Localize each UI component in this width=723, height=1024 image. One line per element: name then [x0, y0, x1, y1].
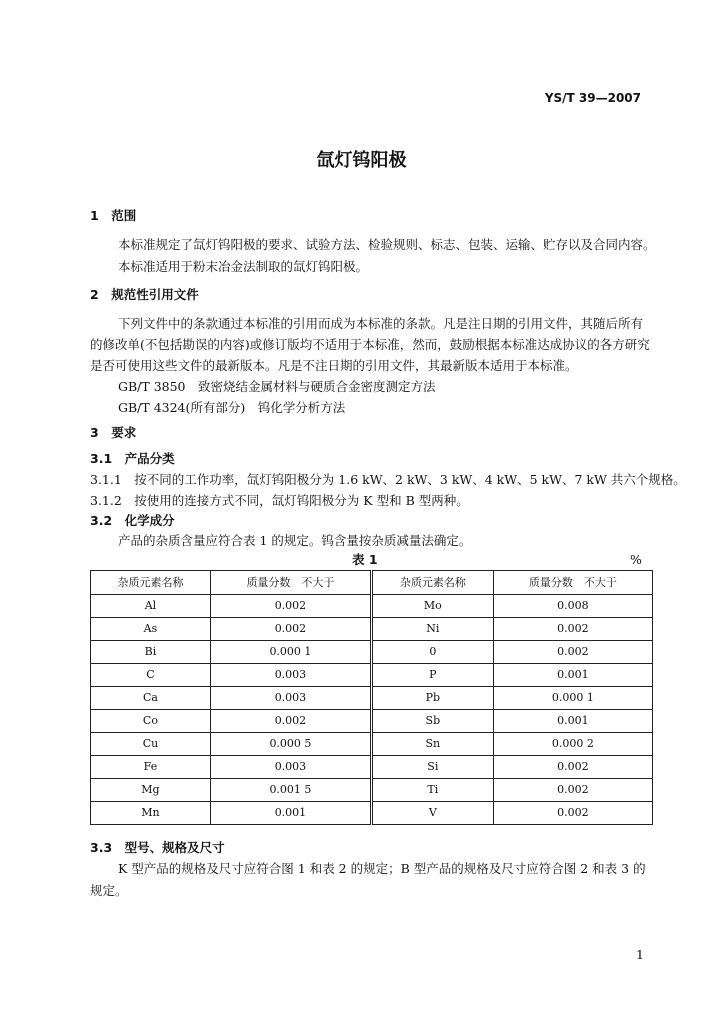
- table-row: [91, 641, 653, 664]
- mass-fraction-cell: 0.002: [210, 710, 371, 733]
- element-name-cell: Mn: [91, 802, 211, 825]
- element-name-cell: Pb: [371, 687, 493, 710]
- mass-fraction-cell: 0.002: [210, 618, 371, 641]
- mass-fraction-cell: 0.002: [493, 802, 652, 825]
- element-name-cell: Sn: [371, 733, 493, 756]
- mass-fraction-cell: 0.000 5: [210, 733, 371, 756]
- mass-fraction-cell: 0.001: [493, 664, 652, 687]
- subsection-heading: 3.3 型号、规格及尺寸: [90, 840, 225, 855]
- header-cell: 质量分数 不大于: [493, 571, 652, 595]
- table-caption: 表 1: [352, 552, 378, 567]
- page-number: 1: [636, 947, 644, 962]
- element-name-cell: V: [371, 802, 493, 825]
- section-heading: 1 范围: [90, 208, 137, 223]
- element-name-cell: Ni: [371, 618, 493, 641]
- mass-fraction-cell: 0.003: [210, 664, 371, 687]
- mass-fraction-cell: 0.000 1: [210, 641, 371, 664]
- paragraph: 本标准规定了氙灯钨阳极的要求、试验方法、检验规则、标志、包装、运输、贮存以及合同内容。: [118, 237, 656, 252]
- mass-fraction-cell: 0.000 2: [493, 733, 652, 756]
- element-name-cell: Bi: [91, 641, 211, 664]
- mass-fraction-cell: 0.001 5: [210, 779, 371, 802]
- paragraph: 产品的杂质含量应符合表 1 的规定。钨含量按杂质减量法确定。: [118, 533, 472, 548]
- table-row: [91, 710, 653, 733]
- paragraph: 的修改单(不包括勘误的内容)或修订版均不适用于本标准，然而，鼓励根据本标准达成协议的各方研究: [90, 337, 650, 352]
- mass-fraction-cell: 0.000 1: [493, 687, 652, 710]
- table-row: [91, 664, 653, 687]
- table-row: [91, 618, 653, 641]
- page-title: 氙灯钨阳极: [316, 150, 407, 171]
- subsection-heading: 3.2 化学成分: [90, 513, 175, 528]
- element-name-cell: C: [91, 664, 211, 687]
- element-name-cell: Si: [371, 756, 493, 779]
- header-cell: 杂质元素名称: [91, 571, 211, 595]
- mass-fraction-cell: 0.002: [210, 595, 371, 618]
- paragraph: 规定。: [90, 883, 128, 898]
- mass-fraction-cell: 0.008: [493, 595, 652, 618]
- table-row: [91, 687, 653, 710]
- subsection-heading: 3.1 产品分类: [90, 451, 175, 466]
- element-name-cell: Mg: [91, 779, 211, 802]
- paragraph: 是否可使用这些文件的最新版本。凡是不注日期的引用文件，其最新版本适用于本标准。: [90, 358, 578, 373]
- table-row: [91, 779, 653, 802]
- element-name-cell: Ti: [371, 779, 493, 802]
- mass-fraction-cell: 0.002: [493, 618, 652, 641]
- section-heading: 2 规范性引用文件: [90, 287, 199, 302]
- table-row: [91, 802, 653, 825]
- table-header-row: [91, 571, 653, 595]
- section-heading: 3 要求: [90, 425, 137, 440]
- paragraph: K 型产品的规格及尺寸应符合图 1 和表 2 的规定；B 型产品的规格及尺寸应符合图 2 和表 3 的: [118, 861, 646, 876]
- element-name-cell: As: [91, 618, 211, 641]
- element-name-cell: Fe: [91, 756, 211, 779]
- element-name-cell: Sb: [371, 710, 493, 733]
- element-name-cell: 0: [371, 641, 493, 664]
- mass-fraction-cell: 0.003: [210, 756, 371, 779]
- element-name-cell: Co: [91, 710, 211, 733]
- paragraph: 本标准适用于粉末冶金法制取的氙灯钨阳极。: [118, 259, 369, 274]
- mass-fraction-cell: 0.002: [493, 756, 652, 779]
- element-name-cell: Cu: [91, 733, 211, 756]
- paragraph: 下列文件中的条款通过本标准的引用而成为本标准的条款。凡是注日期的引用文件，其随后所有: [118, 316, 644, 331]
- table-unit: %: [630, 552, 642, 567]
- table-row: [91, 756, 653, 779]
- reference: GB/T 3850 致密烧结金属材料与硬质合金密度测定方法: [118, 379, 436, 394]
- reference: GB/T 4324(所有部分) 钨化学分析方法: [118, 400, 346, 415]
- element-name-cell: Al: [91, 595, 211, 618]
- table-row: [91, 733, 653, 756]
- standard-code: YS/T 39—2007: [544, 91, 641, 105]
- clause: 3.1.1 按不同的工作功率，氙灯钨阳极分为 1.6 kW、2 kW、3 kW、4 kW、5 kW、7 kW 共六个规格。: [90, 472, 686, 487]
- mass-fraction-cell: 0.002: [493, 641, 652, 664]
- element-name-cell: P: [371, 664, 493, 687]
- mass-fraction-cell: 0.001: [210, 802, 371, 825]
- element-name-cell: Ca: [91, 687, 211, 710]
- clause: 3.1.2 按使用的连接方式不同，氙灯钨阳极分为 K 型和 B 型两种。: [90, 493, 469, 508]
- header-cell: 质量分数 不大于: [210, 571, 371, 595]
- mass-fraction-cell: 0.001: [493, 710, 652, 733]
- mass-fraction-cell: 0.002: [493, 779, 652, 802]
- header-cell: 杂质元素名称: [371, 571, 493, 595]
- element-name-cell: Mo: [371, 595, 493, 618]
- table-row: [91, 595, 653, 618]
- mass-fraction-cell: 0.003: [210, 687, 371, 710]
- impurity-table: [90, 570, 653, 825]
